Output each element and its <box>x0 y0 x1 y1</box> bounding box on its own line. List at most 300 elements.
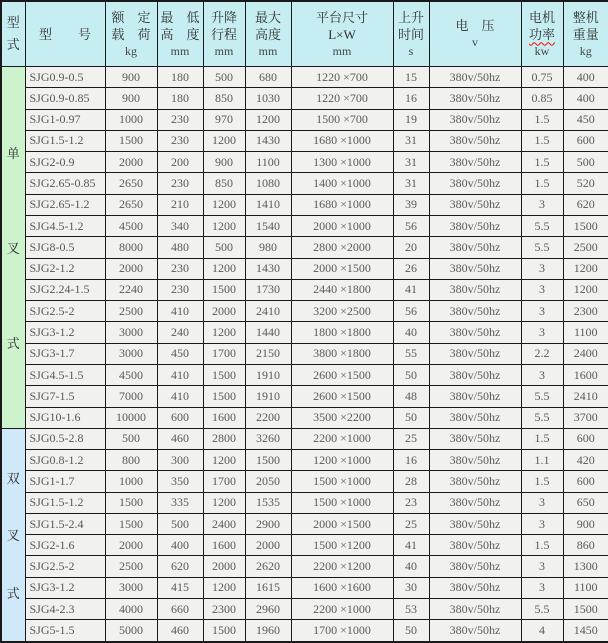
table-row <box>1 173 608 194</box>
header-line: 高 度 <box>160 26 200 42</box>
header-line: 载 荷 <box>111 26 151 42</box>
header-line: 电 压 <box>455 18 495 33</box>
cell-min_height: 600 <box>157 407 203 428</box>
cell-weight: 1100 <box>563 577 608 598</box>
cell-power: 1.5 <box>521 173 563 194</box>
table-row <box>1 364 608 385</box>
cell-rise_time: 25 <box>393 513 429 534</box>
cell-stroke: 2300 <box>203 599 245 620</box>
cell-stroke: 1200 <box>203 492 245 513</box>
cell-load: 2650 <box>105 194 157 215</box>
header-power <box>521 1 563 67</box>
cell-stroke: 1600 <box>203 407 245 428</box>
cell-model: SJG0.9-0.85 <box>25 88 105 109</box>
cell-weight: 450 <box>563 109 608 130</box>
table-row <box>1 471 608 492</box>
cell-rise_time: 28 <box>393 471 429 492</box>
cell-max_height: 2200 <box>245 407 291 428</box>
cell-power: 3 <box>521 301 563 322</box>
cell-weight: 1500 <box>563 599 608 620</box>
cell-max_height: 1200 <box>245 109 291 130</box>
cell-platform: 1680 ×1000 <box>291 194 393 215</box>
cell-rise_time: 53 <box>393 599 429 620</box>
cell-rise_time: 41 <box>393 279 429 300</box>
cell-voltage: 380v/50hz <box>429 407 521 428</box>
group-label-double-fork <box>1 428 25 642</box>
header-model <box>25 1 105 67</box>
cell-weight: 500 <box>563 152 608 173</box>
cell-rise_time: 55 <box>393 343 429 364</box>
cell-voltage: 380v/50hz <box>429 279 521 300</box>
group-label-char: 单 <box>6 145 20 161</box>
cell-stroke: 1700 <box>203 471 245 492</box>
cell-min_height: 200 <box>157 152 203 173</box>
cell-voltage: 380v/50hz <box>429 173 521 194</box>
table-row <box>1 237 608 258</box>
cell-voltage: 380v/50hz <box>429 450 521 471</box>
cell-voltage: 380v/50hz <box>429 620 521 642</box>
cell-model: SJG4-2.3 <box>25 599 105 620</box>
cell-rise_time: 56 <box>393 301 429 322</box>
cell-rise_time: 26 <box>393 258 429 279</box>
cell-load: 1500 <box>105 130 157 151</box>
table-row <box>1 301 608 322</box>
cell-voltage: 380v/50hz <box>429 599 521 620</box>
cell-voltage: 380v/50hz <box>429 194 521 215</box>
cell-model: SJG10-1.6 <box>25 407 105 428</box>
header-line <box>522 26 563 43</box>
header-line: kw <box>534 43 550 58</box>
cell-voltage: 380v/50hz <box>429 577 521 598</box>
cell-model: SJG7-1.5 <box>25 386 105 407</box>
cell-min_height: 210 <box>157 194 203 215</box>
cell-min_height: 400 <box>157 535 203 556</box>
cell-voltage: 380v/50hz <box>429 67 521 88</box>
header-line: 型 号 <box>38 26 91 42</box>
cell-min_height: 415 <box>157 577 203 598</box>
group-label-char: 双 <box>6 470 20 486</box>
cell-weight: 620 <box>563 194 608 215</box>
cell-load: 2000 <box>105 152 157 173</box>
group-label-text <box>2 429 25 641</box>
cell-power: 3 <box>521 364 563 385</box>
cell-load: 500 <box>105 428 157 449</box>
cell-power: 5.5 <box>521 407 563 428</box>
table-row <box>1 130 608 151</box>
table-row <box>1 577 608 598</box>
cell-min_height: 335 <box>157 492 203 513</box>
cell-power: 0.75 <box>521 67 563 88</box>
cell-max_height: 1440 <box>245 322 291 343</box>
table-row <box>1 513 608 534</box>
cell-power: 3 <box>521 258 563 279</box>
cell-voltage: 380v/50hz <box>429 258 521 279</box>
cell-model: SJG1.5-2.4 <box>25 513 105 534</box>
cell-load: 1500 <box>105 513 157 534</box>
cell-rise_time: 56 <box>393 215 429 236</box>
cell-platform: 3500 ×2200 <box>291 407 393 428</box>
cell-platform: 2000 ×1500 <box>291 258 393 279</box>
cell-weight: 2410 <box>563 386 608 407</box>
cell-platform: 1700 ×1000 <box>291 620 393 642</box>
cell-platform: 2000 ×1500 <box>291 513 393 534</box>
cell-weight: 650 <box>563 492 608 513</box>
cell-power: 3 <box>521 194 563 215</box>
group-label-char: 叉 <box>6 528 20 544</box>
cell-rise_time: 31 <box>393 130 429 151</box>
cell-voltage: 380v/50hz <box>429 364 521 385</box>
cell-rise_time: 48 <box>393 386 429 407</box>
header-load <box>105 1 157 67</box>
cell-stroke: 1200 <box>203 258 245 279</box>
cell-stroke: 1600 <box>203 535 245 556</box>
cell-weight: 2500 <box>563 237 608 258</box>
header-rise_time <box>393 1 429 67</box>
header-line-wavy: 功率 <box>528 26 555 42</box>
cell-rise_time: 19 <box>393 109 429 130</box>
cell-max_height: 2620 <box>245 556 291 577</box>
header-line: 额 定 <box>111 9 151 25</box>
cell-platform: 1500 ×1200 <box>291 535 393 556</box>
cell-load: 900 <box>105 67 157 88</box>
cell-platform: 3800 ×1800 <box>291 343 393 364</box>
header-line: kg <box>125 43 137 58</box>
cell-model: SJG2.24-1.5 <box>25 279 105 300</box>
cell-load: 1500 <box>105 492 157 513</box>
header-line: 高度 <box>254 26 281 42</box>
cell-weight: 600 <box>563 130 608 151</box>
cell-model: SJG2.65-0.85 <box>25 173 105 194</box>
cell-power: 3 <box>521 279 563 300</box>
cell-power: 1.5 <box>521 428 563 449</box>
cell-min_height: 660 <box>157 599 203 620</box>
header-line: 行程 <box>210 26 237 42</box>
cell-min_height: 410 <box>157 386 203 407</box>
cell-platform: 1800 ×1800 <box>291 322 393 343</box>
cell-platform: 2440 ×1800 <box>291 279 393 300</box>
cell-stroke: 1700 <box>203 343 245 364</box>
header-line: 式 <box>6 37 20 52</box>
cell-weight: 2300 <box>563 301 608 322</box>
cell-max_height: 1080 <box>245 173 291 194</box>
cell-power: 5.5 <box>521 237 563 258</box>
cell-min_height: 340 <box>157 215 203 236</box>
cell-weight: 600 <box>563 428 608 449</box>
table-row <box>1 194 608 215</box>
table-row <box>1 109 608 130</box>
header-line: mm <box>332 43 352 58</box>
cell-platform: 2600 ×1500 <box>291 386 393 407</box>
cell-min_height: 450 <box>157 343 203 364</box>
cell-weight: 420 <box>563 450 608 471</box>
cell-rise_time: 30 <box>393 577 429 598</box>
group-label-char: 叉 <box>6 240 20 256</box>
cell-max_height: 3260 <box>245 428 291 449</box>
table-row <box>1 450 608 471</box>
cell-load: 900 <box>105 88 157 109</box>
cell-power: 1.5 <box>521 471 563 492</box>
cell-min_height: 300 <box>157 450 203 471</box>
cell-stroke: 850 <box>203 88 245 109</box>
cell-power: 3 <box>521 513 563 534</box>
cell-platform: 1500 ×1000 <box>291 471 393 492</box>
cell-voltage: 380v/50hz <box>429 535 521 556</box>
cell-model: SJG5-1.5 <box>25 620 105 642</box>
header-line: 时间 <box>397 26 424 42</box>
cell-power: 3 <box>521 492 563 513</box>
cell-model: SJG2.5-2 <box>25 301 105 322</box>
header-voltage <box>429 1 521 67</box>
cell-load: 800 <box>105 450 157 471</box>
cell-min_height: 230 <box>157 109 203 130</box>
cell-weight: 1300 <box>563 556 608 577</box>
cell-max_height: 1730 <box>245 279 291 300</box>
cell-load: 2240 <box>105 279 157 300</box>
cell-min_height: 460 <box>157 428 203 449</box>
table-row <box>1 67 608 88</box>
table-row <box>1 152 608 173</box>
cell-stroke: 1200 <box>203 194 245 215</box>
cell-power: 4 <box>521 620 563 642</box>
cell-power: 5.5 <box>521 599 563 620</box>
cell-stroke: 1200 <box>203 130 245 151</box>
cell-power: 1.5 <box>521 130 563 151</box>
cell-power: 1.5 <box>521 109 563 130</box>
table-row <box>1 258 608 279</box>
cell-weight: 600 <box>563 471 608 492</box>
header-stroke <box>203 1 245 67</box>
cell-min_height: 500 <box>157 513 203 534</box>
cell-stroke: 2000 <box>203 301 245 322</box>
cell-min_height: 460 <box>157 620 203 642</box>
table-header <box>1 1 608 67</box>
cell-platform: 1500 ×1000 <box>291 492 393 513</box>
cell-power: 5.5 <box>521 386 563 407</box>
cell-load: 2000 <box>105 258 157 279</box>
header-line: L×W <box>328 26 356 42</box>
cell-voltage: 380v/50hz <box>429 428 521 449</box>
cell-weight: 400 <box>563 88 608 109</box>
header-line: 型 <box>6 15 20 30</box>
cell-rise_time: 25 <box>393 428 429 449</box>
cell-model: SJG1-1.7 <box>25 471 105 492</box>
cell-voltage: 380v/50hz <box>429 492 521 513</box>
table-row <box>1 322 608 343</box>
cell-max_height: 1430 <box>245 258 291 279</box>
cell-stroke: 500 <box>203 67 245 88</box>
cell-rise_time: 40 <box>393 556 429 577</box>
cell-platform: 3200 ×2500 <box>291 301 393 322</box>
cell-model: SJG2-0.9 <box>25 152 105 173</box>
cell-voltage: 380v/50hz <box>429 152 521 173</box>
table-row <box>1 556 608 577</box>
cell-power: 2.2 <box>521 343 563 364</box>
cell-max_height: 1410 <box>245 194 291 215</box>
cell-min_height: 410 <box>157 364 203 385</box>
cell-voltage: 380v/50hz <box>429 237 521 258</box>
cell-max_height: 1500 <box>245 450 291 471</box>
cell-model: SJG3-1.7 <box>25 343 105 364</box>
table-body <box>1 67 608 643</box>
cell-min_height: 230 <box>157 258 203 279</box>
header-line: v <box>472 35 478 49</box>
cell-weight: 1200 <box>563 279 608 300</box>
cell-stroke: 900 <box>203 152 245 173</box>
cell-max_height: 1430 <box>245 130 291 151</box>
cell-max_height: 1100 <box>245 152 291 173</box>
table-row <box>1 428 608 449</box>
cell-load: 10000 <box>105 407 157 428</box>
cell-model: SJG3-1.2 <box>25 577 105 598</box>
cell-weight: 860 <box>563 535 608 556</box>
cell-rise_time: 41 <box>393 535 429 556</box>
cell-platform: 2200 ×1000 <box>291 428 393 449</box>
cell-load: 3000 <box>105 322 157 343</box>
cell-weight: 3700 <box>563 407 608 428</box>
cell-platform: 2600 ×1500 <box>291 364 393 385</box>
cell-min_height: 230 <box>157 279 203 300</box>
header-line: s <box>408 43 414 58</box>
cell-load: 4500 <box>105 364 157 385</box>
cell-rise_time: 50 <box>393 407 429 428</box>
cell-min_height: 410 <box>157 301 203 322</box>
header-weight <box>563 1 608 67</box>
cell-weight: 1600 <box>563 364 608 385</box>
cell-min_height: 620 <box>157 556 203 577</box>
cell-max_height: 2900 <box>245 513 291 534</box>
cell-load: 1000 <box>105 471 157 492</box>
cell-max_height: 1535 <box>245 492 291 513</box>
cell-rise_time: 20 <box>393 237 429 258</box>
cell-platform: 2200 ×1200 <box>291 556 393 577</box>
header-line: mm <box>170 43 190 58</box>
cell-power: 0.85 <box>521 88 563 109</box>
cell-model: SJG2-1.6 <box>25 535 105 556</box>
table-row <box>1 620 608 642</box>
cell-max_height: 2150 <box>245 343 291 364</box>
cell-model: SJG0.9-0.5 <box>25 67 105 88</box>
cell-voltage: 380v/50hz <box>429 215 521 236</box>
cell-power: 3 <box>521 322 563 343</box>
cell-stroke: 850 <box>203 173 245 194</box>
cell-rise_time: 39 <box>393 194 429 215</box>
table-row <box>1 407 608 428</box>
cell-weight: 400 <box>563 67 608 88</box>
cell-stroke: 1500 <box>203 386 245 407</box>
cell-stroke: 500 <box>203 237 245 258</box>
table-row <box>1 599 608 620</box>
cell-max_height: 2960 <box>245 599 291 620</box>
header-type <box>1 1 25 67</box>
cell-model: SJG1-0.97 <box>25 109 105 130</box>
header-line: 整机 <box>572 9 599 25</box>
header-line: 重量 <box>572 26 599 42</box>
header-platform <box>291 1 393 67</box>
cell-model: SJG2.65-1.2 <box>25 194 105 215</box>
cell-max_height: 1910 <box>245 386 291 407</box>
header-line: 平台尺寸 <box>315 9 368 25</box>
cell-rise_time: 31 <box>393 173 429 194</box>
cell-min_height: 230 <box>157 173 203 194</box>
cell-platform: 1200 ×1000 <box>291 450 393 471</box>
cell-platform: 2800 ×2000 <box>291 237 393 258</box>
header-line: 上升 <box>397 9 424 25</box>
cell-max_height: 2410 <box>245 301 291 322</box>
cell-voltage: 380v/50hz <box>429 513 521 534</box>
table-row <box>1 535 608 556</box>
cell-platform: 1400 ×1000 <box>291 173 393 194</box>
cell-rise_time: 31 <box>393 152 429 173</box>
cell-model: SJG8-0.5 <box>25 237 105 258</box>
cell-max_height: 980 <box>245 237 291 258</box>
cell-load: 7000 <box>105 386 157 407</box>
cell-stroke: 1500 <box>203 620 245 642</box>
cell-load: 2000 <box>105 535 157 556</box>
cell-load: 1000 <box>105 109 157 130</box>
cell-load: 2500 <box>105 301 157 322</box>
header-line: mm <box>214 43 234 58</box>
cell-model: SJG4.5-1.5 <box>25 364 105 385</box>
cell-min_height: 480 <box>157 237 203 258</box>
table-row <box>1 492 608 513</box>
cell-stroke: 1200 <box>203 450 245 471</box>
cell-stroke: 1500 <box>203 364 245 385</box>
cell-model: SJG4.5-1.2 <box>25 215 105 236</box>
header-line: kg <box>579 43 592 58</box>
header-row <box>1 1 608 67</box>
cell-load: 4000 <box>105 599 157 620</box>
cell-power: 1.5 <box>521 152 563 173</box>
cell-rise_time: 16 <box>393 450 429 471</box>
cell-voltage: 380v/50hz <box>429 556 521 577</box>
cell-rise_time: 50 <box>393 620 429 642</box>
cell-voltage: 380v/50hz <box>429 386 521 407</box>
header-line: 最 低 <box>160 9 200 25</box>
cell-voltage: 380v/50hz <box>429 322 521 343</box>
cell-max_height: 1960 <box>245 620 291 642</box>
cell-platform: 1500 ×700 <box>291 109 393 130</box>
cell-min_height: 180 <box>157 88 203 109</box>
cell-weight: 1100 <box>563 322 608 343</box>
cell-rise_time: 16 <box>393 88 429 109</box>
cell-rise_time: 50 <box>393 364 429 385</box>
header-line: 最大 <box>254 9 281 25</box>
cell-stroke: 2800 <box>203 428 245 449</box>
table-row <box>1 386 608 407</box>
cell-voltage: 380v/50hz <box>429 88 521 109</box>
cell-stroke: 2000 <box>203 556 245 577</box>
cell-stroke: 2400 <box>203 513 245 534</box>
cell-stroke: 1200 <box>203 215 245 236</box>
cell-power: 1.5 <box>521 535 563 556</box>
cell-model: SJG0.5-2.8 <box>25 428 105 449</box>
cell-load: 2650 <box>105 173 157 194</box>
cell-power: 3 <box>521 556 563 577</box>
cell-platform: 2200 ×1000 <box>291 599 393 620</box>
table-row <box>1 279 608 300</box>
cell-platform: 2000 ×1000 <box>291 215 393 236</box>
header-line: 升降 <box>210 9 237 25</box>
group-label-single-fork <box>1 67 25 429</box>
header-max_height <box>245 1 291 67</box>
cell-model: SJG0.8-1.2 <box>25 450 105 471</box>
cell-min_height: 180 <box>157 67 203 88</box>
cell-rise_time: 40 <box>393 322 429 343</box>
cell-weight: 520 <box>563 173 608 194</box>
cell-weight: 1200 <box>563 258 608 279</box>
cell-stroke: 1200 <box>203 577 245 598</box>
cell-load: 3000 <box>105 577 157 598</box>
